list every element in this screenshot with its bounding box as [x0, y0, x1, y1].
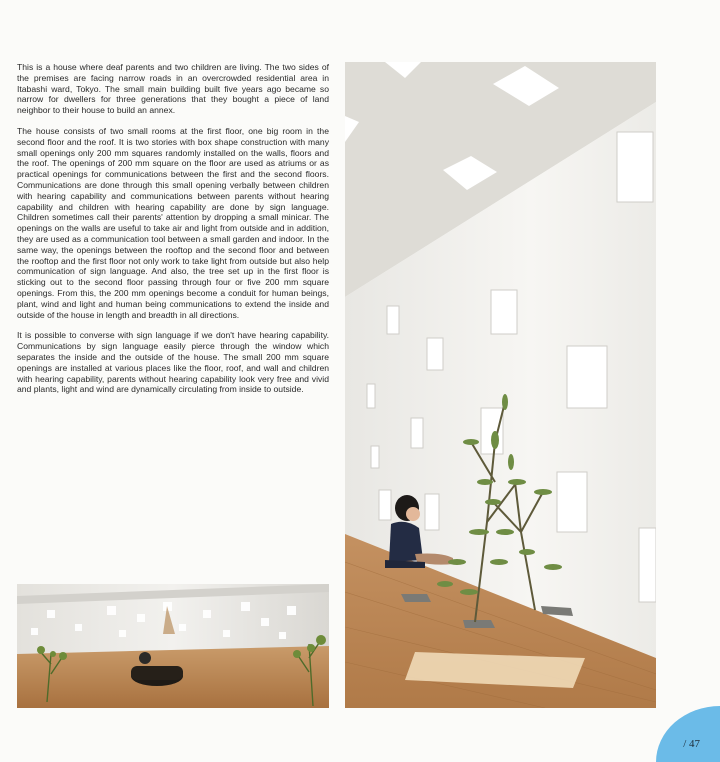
- article-paragraph-3: It is possible to converse with sign language if we don't have hearing capability. Communications by sign language easily pierce through the window which separates the inside and the outside of the house. The small 200 mm square openings are installed at various places like the floor, roof, and wall and children with hearing capability, parents without hearing capability look very free and vivid and plants, light and wind are dynamically circulating from inside to outside.: [17, 330, 329, 395]
- interior-photo-small: [17, 584, 329, 708]
- article-paragraph-1: This is a house where deaf parents and two children are living. The two sides of the premises are facing narrow roads in an overcrowded residential area in Itabashi ward, Tokyo. The small main building built five years ago became so narrow for dwellers for three generations that they bought a piece of land neighbor to their house to build an annex.: [17, 62, 329, 116]
- interior-photo-large: [345, 62, 656, 708]
- article-paragraph-2: The house consists of two small rooms at the first floor, one big room in the second floor and the roof. It is two stories with box shape construction with many small openings only 200 mm squares randomly installed on the walls, floors and the roof. The openings of 200 mm square on the floor are used as atriums or as practical openings for communications between the first and the second floors. Communications are done through this small opening verbally between children with hearing capability and communications between parents without hearing capability and children with hearing capability are done by sign language. Children sometimes call their parents' attention by dropping a small minicar. The openings on the walls are useful to take air and light from outside and in addition, they are used as a communication tool between a small garden and indoor. In the same way, the openings between the rooftop and the second floor and between the rooftop and the first floor not only work to take light from outside but also help communication of sign language. And also, the tree set up in the first floor is sticking out to the second floor passing through four or five 200 mm square openings. From this, the 200 mm openings become a conduit for human beings, plant, wind and light and human being communications to extend the inside and outside of the house in length and breadth in all directions.: [17, 125, 329, 320]
- page-number: / 47: [683, 738, 700, 750]
- article-text: [17, 62, 329, 405]
- page-corner-accent: [656, 706, 720, 762]
